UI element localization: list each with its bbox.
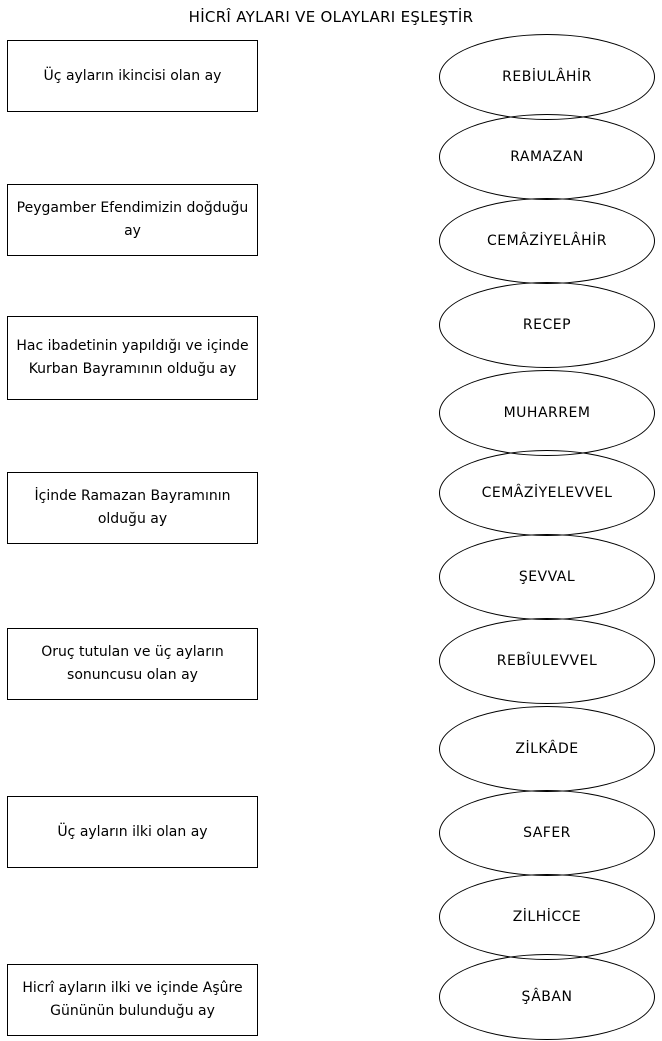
month-oval-5 [439,370,655,456]
clue-box-7 [7,964,258,1036]
clue-text: Üç ayların ilki olan ay [57,823,208,840]
month-oval-1 [439,34,655,120]
clue-text: Hicrî ayların ilki ve içinde Aşûre Gününün bulunduğu ay [22,980,243,1019]
month-oval-3 [439,198,655,284]
clue-box-2 [7,184,258,256]
month-label: ZİLKÂDE [515,741,579,757]
month-label: REBÎULEVVEL [496,653,598,669]
month-label: ZİLHİCCE [512,909,582,925]
month-oval-11 [439,874,655,960]
month-oval-4 [439,282,655,368]
month-label: SAFER [523,825,571,841]
month-label: REBİULÂHİR [502,69,592,85]
month-oval-12 [439,954,655,1040]
clue-text: Üç ayların ikincisi olan ay [43,67,222,84]
month-label: ŞÂBAN [521,989,573,1005]
clue-text: Peygamber Efendimizin doğduğu ay [16,200,249,239]
clue-box-6 [7,796,258,868]
month-label: RAMAZAN [510,149,584,165]
month-label: CEMÂZİYELÂHİR [487,233,607,249]
clue-text: İçinde Ramazan Bayramının olduğu ay [34,488,231,527]
month-oval-7 [439,534,655,620]
clue-box-5 [7,628,258,700]
month-label: MUHARREM [503,405,591,421]
month-label: CEMÂZİYELEVVEL [481,485,613,501]
clue-text: Hac ibadetinin yapıldığı ve içinde Kurban Bayramının olduğu ay [16,338,249,377]
clue-box-1 [7,40,258,112]
month-oval-6 [439,450,655,536]
month-oval-10 [439,790,655,876]
month-oval-2 [439,114,655,200]
page-title: HİCRÎ AYLARI VE OLAYLARI EŞLEŞTİR [188,8,474,26]
month-label: RECEP [522,317,572,333]
clue-text: Oruç tutulan ve üç ayların sonuncusu olan ay [41,644,224,683]
month-label: ŞEVVAL [518,569,576,585]
month-oval-8 [439,618,655,704]
month-oval-9 [439,706,655,792]
clue-box-4 [7,472,258,544]
clue-box-3 [7,316,258,400]
